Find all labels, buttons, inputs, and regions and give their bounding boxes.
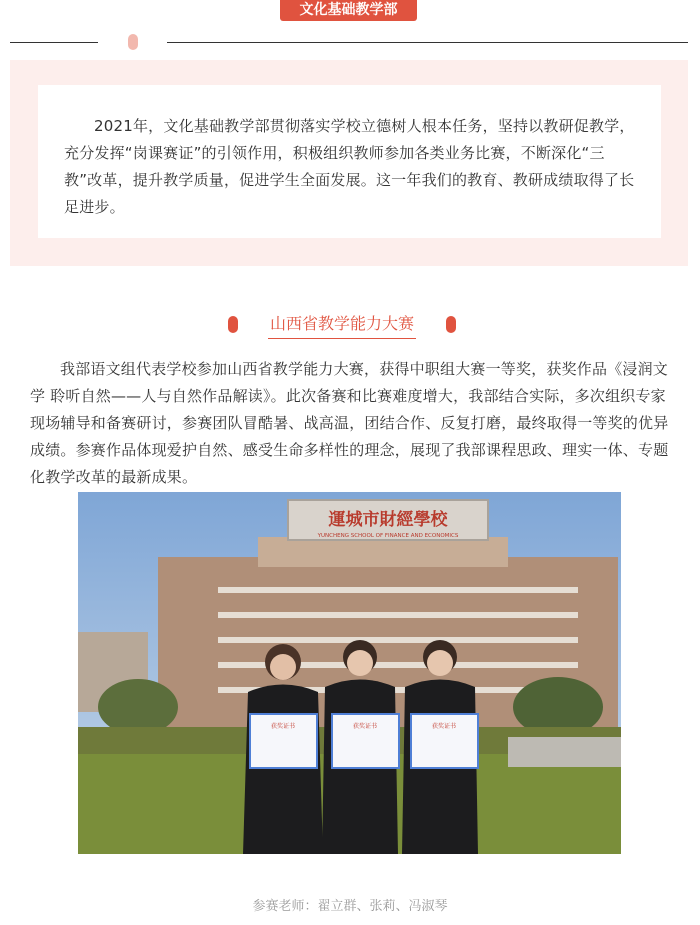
certificate-title-2: 获奖证书 [352, 723, 378, 730]
certificate-title-3: 获奖证书 [431, 723, 457, 730]
divider-dot [128, 34, 138, 50]
heading-cap-right [446, 316, 456, 333]
photo-caption: 参赛老师：翟立群、张莉、冯淑琴 [252, 899, 448, 914]
divider-left [10, 42, 98, 43]
divider-right [167, 42, 688, 43]
section-title: 山西省教学能力大赛 [269, 314, 414, 333]
section-underline [268, 338, 416, 339]
section-body: 我部语文组代表学校参加山西省教学能力大赛，获得中职组大赛一等奖，获奖作品《浸润文学 聆听自然——人与自然作品解读》。此次备赛和比赛难度增大，我部结合实际，多次组织专家现场辅导和备赛研讨，参赛团队冒酷暑、战高温，团结合作、反复打磨，最终取得一等奖的优异成绩。参赛作品体现爱护自然、感受生命多样性的理念，展现了我部课程思政、理实一体、专题化教学改革的最新成果。 [30, 360, 669, 486]
award-photo [78, 492, 621, 854]
section-heading [228, 310, 456, 340]
intro-text: 2021年，文化基础教学部贯彻落实学校立德树人根本任务，坚持以教研促教学，充分发挥“岗课赛证”的引领作用，积极组织教师参加各类业务比赛，不断深化“三教”改革，提升教学质量，促进学生全面发展。这一年我们的教育、教研成绩取得了长足进步。 [64, 117, 635, 216]
heading-cap-left [228, 316, 238, 333]
certificate-title-1: 获奖证书 [270, 723, 296, 730]
school-sign-sub: YUNCHENG SCHOOL OF FINANCE AND ECONOMICS [317, 533, 459, 539]
school-sign: 運城市財經學校 [328, 510, 448, 530]
department-tag: 文化基础教学部 [280, 0, 417, 21]
